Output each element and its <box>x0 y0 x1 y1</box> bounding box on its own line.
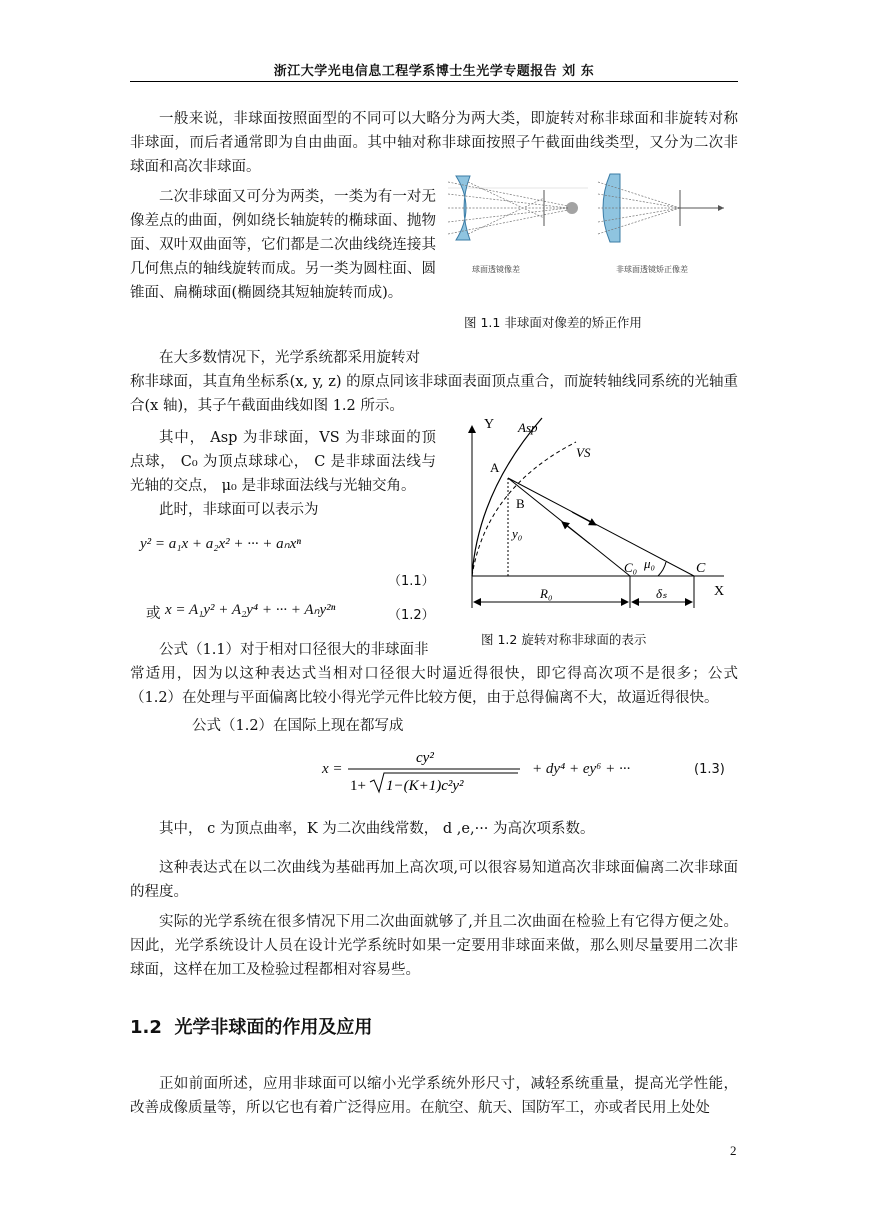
equation-1-2-prefix: 或 <box>146 606 161 622</box>
paragraph-8: 其中， c 为顶点曲率，K 为二次曲线常数， d ,e,··· 为高次项系数。 <box>159 821 595 837</box>
eq3-denominator: 1−(K+1)c²y² <box>386 778 464 794</box>
deltas-label: δₛ <box>656 586 667 601</box>
page-number: 2 <box>730 1143 737 1158</box>
point-b-label: B <box>516 496 525 511</box>
point-a-label: A <box>490 460 500 475</box>
section-title: 光学非球面的作用及应用 <box>174 1017 373 1038</box>
r0-label: R₀ <box>540 586 553 601</box>
vs-label: VS <box>576 445 591 460</box>
figure-1-1-caption: 图 1.1 非球面对像差的矫正作用 <box>464 315 642 330</box>
section-heading <box>130 1013 372 1039</box>
normal-arrow <box>572 512 596 525</box>
figure-1-2-caption: 图 1.2 旋转对称非球面的表示 <box>481 632 647 647</box>
equation-1-1-number: （1.1） <box>388 574 435 589</box>
aberration-figure <box>448 168 730 280</box>
page-header: 浙江大学光电信息工程学系博士生光学专题报告 刘 东 <box>273 64 595 79</box>
figure-1-1 <box>448 168 730 280</box>
paragraph-1: 一般来说，非球面按照面型的不同可以大略分为两大类，即旋转对称非球面和非旋转对称非球面，而后者通常即为自由曲面。其中轴对称非球面按照子午截面曲线类型，又分为二次非球面和高次非球面。 <box>130 111 738 175</box>
paragraph-6a: 公式（1.1）对于相对口径很大的非球面非 <box>159 642 429 658</box>
spherical-lens-panel <box>448 176 588 240</box>
radius-arrow <box>562 522 590 544</box>
equation-1-3-number: (1.3) <box>694 762 725 777</box>
paragraph-11: 正如前面所述，应用非球面可以缩小光学系统外形尺寸，减轻系统重量，提高光学性能，改善成像质量等，所以它也有着广泛得应用。在航空、航天、国防军工，亦或者民用上处处 <box>130 1076 738 1116</box>
paragraph-4: 其中， Asp 为非球面，VS 为非球面的顶点球， C₀ 为顶点球球心， C 是非球面法线与光轴的交点， μ₀ 是非球面法线与光轴交角。 <box>130 430 436 494</box>
mu0-label: μ₀ <box>644 556 656 571</box>
c0-label: C₀ <box>624 560 638 575</box>
y0-label: y₀ <box>512 526 523 541</box>
eq3-lhs: x = <box>322 761 343 777</box>
eq3-fraction <box>346 742 524 798</box>
equation-1-3 <box>322 742 725 798</box>
y-axis-label: Y <box>484 417 495 432</box>
aspheric-lens-panel <box>598 174 724 242</box>
paragraph-6b: 常适用，因为以这种表达式当相对口径很大时逼近得很快，即它得高次项不是很多；公式（1.2）在处理与平面偏离比较小得光学元件比较方便，由于总得偏离不大，故逼近得很快。 <box>130 666 738 706</box>
equation-1-2-number: （1.2） <box>388 608 435 623</box>
normal-line <box>508 478 694 576</box>
eq3-numerator: cy² <box>416 750 434 766</box>
paragraph-3a: 在大多数情况下，光学系统都采用旋转对 <box>159 350 420 366</box>
paragraph-10: 实际的光学系统在很多情况下用二次曲面就够了,并且二次曲面在检验上有它得方便之处。因此，光学系统设计人员在设计光学系统时如果一定要用非球面来做，那么则尽量要用二次非球面，这样在加工及检验过程都相对容易些。 <box>130 914 738 978</box>
paragraph-9: 这种表达式在以二次曲线为基础再加上高次项,可以很容易知道高次非球面偏离二次非球面的程度。 <box>130 860 738 900</box>
header-rule <box>130 81 738 82</box>
paragraph-3b: 称非球面，其直角坐标系(x, y, z) 的原点同该非球面表面顶点重合，而旋转轴线同系统的光轴重合(x 轴)，其子午截面曲线如图 1.2 所示。 <box>130 374 738 414</box>
equation-1-2: x = A₁y² + A₂y⁴ + ··· + Aₙy²ⁿ <box>165 602 336 618</box>
paragraph-5: 此时，非球面可以表示为 <box>159 502 319 518</box>
figure-1-2 <box>452 412 742 622</box>
right-panel-label: 非球面透镜矫正像差 <box>616 265 688 274</box>
eq3-denominator-one: 1+ <box>350 778 366 794</box>
x-axis-label: X <box>714 584 725 599</box>
eq3-tail: + dy⁴ + ey⁶ + ··· <box>532 761 631 777</box>
paragraph-7: 公式（1.2）在国际上现在都写成 <box>192 718 404 734</box>
angle-arc <box>658 562 666 576</box>
equation-1-1: y² = a₁x + a₂x² + ··· + aₙxⁿ <box>140 536 301 552</box>
asp-label: Asp <box>518 420 538 435</box>
left-panel-label: 球面透镜像差 <box>472 265 520 274</box>
aspheric-diagram <box>452 412 742 622</box>
c-label: C <box>696 561 706 576</box>
section-number: 1.2 <box>130 1017 162 1038</box>
paragraph-2: 二次非球面又可分为两类，一类为有一对无像差点的曲面，例如绕长轴旋转的椭球面、抛物面、双叶双曲面等，它们都是二次曲线绕连接其几何焦点的轴线旋转而成。另一类为圆柱面、圆锥面、扁椭球面(椭圆绕其短轴旋转而成)。 <box>130 189 436 301</box>
